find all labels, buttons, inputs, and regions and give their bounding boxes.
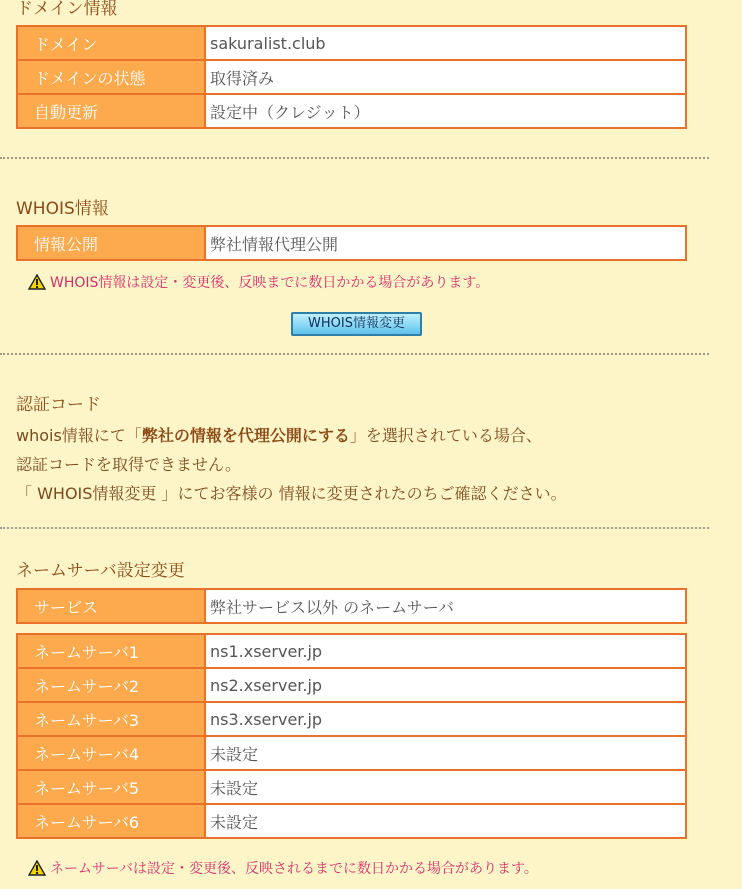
domain-label: ドメイン [17,26,205,60]
domain-info-heading: ドメイン情報 [16,0,118,19]
nameserver-value: ns2.xserver.jp [205,668,686,702]
disclosure-value: 弊社情報代理公開 [205,226,686,260]
service-table [16,588,687,624]
warning-icon [28,274,46,290]
nameserver-label: ネームサーバ3 [17,702,205,736]
whois-warning-text: WHOIS情報は設定・変更後、反映までに数日かかる場合があります。 [50,275,490,291]
nameserver-table [16,633,687,839]
warning-icon [28,860,46,876]
domain-status-label: ドメインの状態 [17,60,205,94]
table-row [17,26,686,60]
nameserver-value: ns3.xserver.jp [205,702,686,736]
nameserver-label: ネームサーバ5 [17,770,205,804]
nameserver-label: ネームサーバ2 [17,668,205,702]
nameserver-warning [28,858,538,878]
table-row [17,226,686,260]
table-row [17,60,686,94]
domain-value: sakuralist.club [205,26,686,60]
nameserver-value: 未設定 [205,804,686,838]
auto-renew-value: 設定中（クレジット） [205,94,686,128]
whois-table [16,225,687,261]
auth-code-description [16,421,567,508]
table-row [17,668,686,702]
whois-change-button[interactable]: WHOIS情報変更 [291,312,422,336]
section-divider [0,353,709,355]
service-label: サービス [17,589,205,623]
service-value: 弊社サービス以外 のネームサーバ [205,589,686,623]
domain-status-value: 取得済み [205,60,686,94]
table-row [17,702,686,736]
auth-emphasis: 弊社の情報を代理公開にする [141,426,350,445]
nameserver-label: ネームサーバ6 [17,804,205,838]
nameserver-warning-text: ネームサーバは設定・変更後、反映されるまでに数日かかる場合があります。 [50,861,538,877]
whois-heading: WHOIS情報 [16,199,109,219]
nameserver-value: 未設定 [205,736,686,770]
nameserver-label: ネームサーバ1 [17,634,205,668]
nameserver-heading: ネームサーバ設定変更 [16,561,185,581]
table-row [17,634,686,668]
auth-line-2: 認証コードを取得できません。 [16,455,241,474]
table-row [17,770,686,804]
whois-warning [28,272,489,292]
table-row [17,94,686,128]
auth-line-1: whois情報にて「弊社の情報を代理公開にする」を選択されている場合、 [16,426,542,445]
nameserver-label: ネームサーバ4 [17,736,205,770]
section-divider [0,527,709,529]
table-row [17,804,686,838]
nameserver-value: ns1.xserver.jp [205,634,686,668]
nameserver-value: 未設定 [205,770,686,804]
table-row [17,589,686,623]
domain-info-table [16,25,687,129]
auto-renew-label: 自動更新 [17,94,205,128]
section-divider [0,157,709,159]
auth-line-3: 「 WHOIS情報変更 」にてお客様の 情報に変更されたのちご確認ください。 [16,484,567,503]
table-row [17,736,686,770]
disclosure-label: 情報公開 [17,226,205,260]
auth-code-heading: 認証コード [16,395,101,415]
